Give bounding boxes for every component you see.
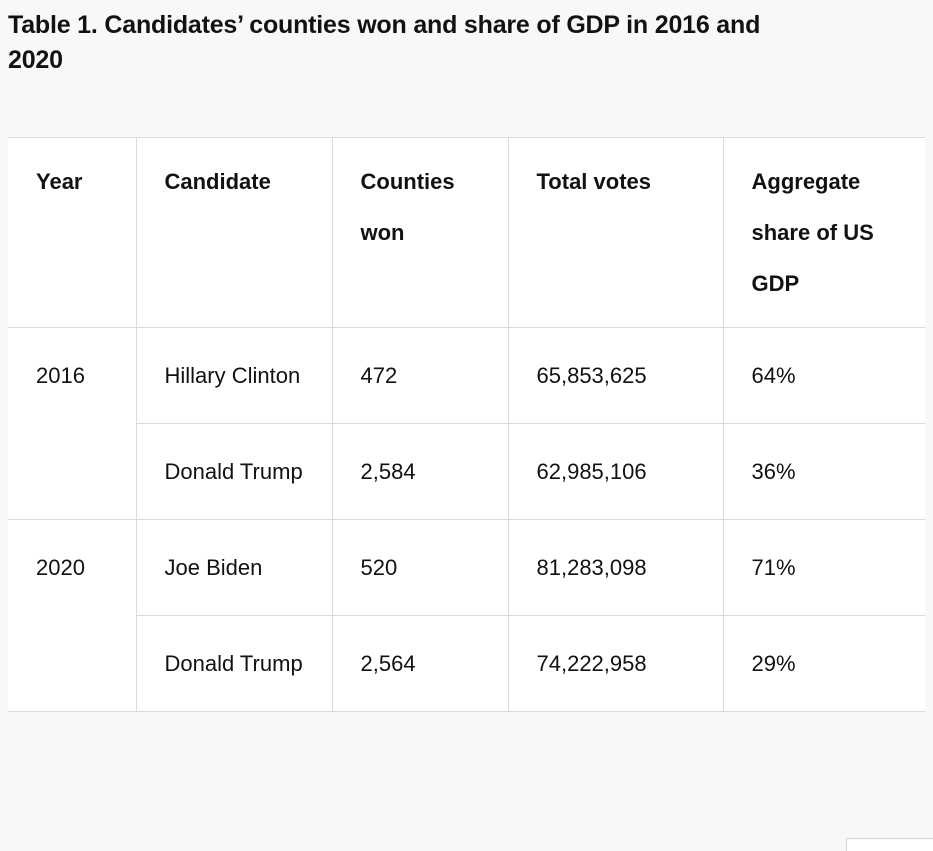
counties-won-cell: 2,584 [332,424,508,520]
counties-won-cell: 472 [332,328,508,424]
gdp-share-cell: 64% [723,328,925,424]
column-header-candidate: Candidate [136,138,332,328]
column-header-counties-won: Counties won [332,138,508,328]
table-container [8,137,925,712]
year-cell-2016: 2016 [8,328,136,520]
year-cell-2020: 2020 [8,520,136,712]
total-votes-cell: 74,222,958 [508,616,723,712]
total-votes-cell: 65,853,625 [508,328,723,424]
column-header-total-votes: Total votes [508,138,723,328]
table-header-row [8,138,925,328]
candidate-cell: Donald Trump [136,616,332,712]
column-header-gdp-share: Aggregate share of US GDP [723,138,925,328]
column-header-year: Year [8,138,136,328]
gdp-share-cell: 36% [723,424,925,520]
gdp-share-cell: 29% [723,616,925,712]
candidate-cell: Hillary Clinton [136,328,332,424]
gdp-share-cell: 71% [723,520,925,616]
table-row [8,520,925,616]
candidates-table [8,137,925,712]
table-row [8,616,925,712]
total-votes-cell: 62,985,106 [508,424,723,520]
candidate-cell: Donald Trump [136,424,332,520]
page-title: Table 1. Candidates’ counties won and share of GDP in 2016 and 2020 [8,11,761,74]
table-row [8,424,925,520]
candidate-cell: Joe Biden [136,520,332,616]
counties-won-cell: 2,564 [332,616,508,712]
counties-won-cell: 520 [332,520,508,616]
table-row [8,328,925,424]
horizontal-scrollbar[interactable] [846,838,933,851]
total-votes-cell: 81,283,098 [508,520,723,616]
